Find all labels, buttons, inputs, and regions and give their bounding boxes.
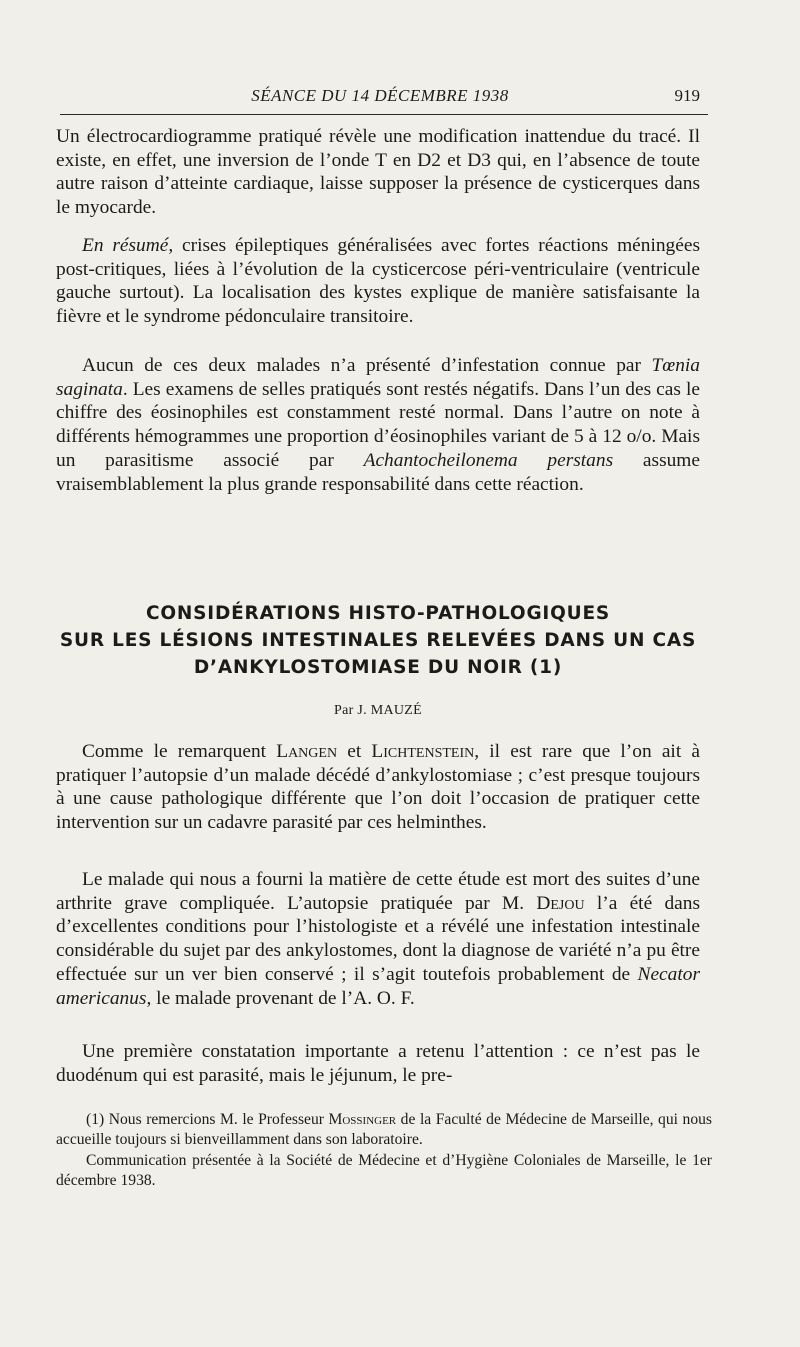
article-title-line-1: CONSIDÉRATIONS HISTO-PATHOLOGIQUES <box>145 603 611 624</box>
footnote-communication-text: Communication présentée à la Société de Médecine et d’Hygiène Coloniales de Marseille, le 1er décembre 1938. <box>56 1152 712 1189</box>
patient-text-2: l’a été dans d’excellentes conditions pour l’histologiste et a révélé une infestation intestinale considérable du sujet par des ankylostomes, dont la diagnose de variété n’a pu être effectuée sur un ver bien conservé ; il s’agit toutefois probablement de <box>56 892 700 985</box>
paragraph-first-finding <box>56 1040 700 1087</box>
summary-text: , crises épileptiques généralisées avec fortes réactions méningées post-critiques, liées à l’évolution de la cysticercose péri-ventriculaire (ventricule gauche surtout). La localisation des kystes explique de manière satisfaisante la fièvre et le syndrome pédonculaire transitoire. <box>56 235 700 328</box>
author-lichtenstein: Lichtenstein <box>371 741 475 762</box>
infestation-text-1: Aucun de ces deux malades n’a présenté d’infestation connue par <box>82 355 652 376</box>
footnote-communication <box>56 1151 712 1190</box>
name-dejou: Dejou <box>536 892 585 914</box>
summary-lead: En résumé <box>82 235 169 256</box>
species-taenia: Tœnia saginata <box>56 355 700 400</box>
paragraph-infestation <box>56 354 700 496</box>
name-mossinger: Mossinger <box>328 1111 397 1128</box>
header-rule <box>60 114 708 115</box>
species-necator: Necator americanus <box>56 963 700 1009</box>
author-langen: Langen <box>276 741 338 762</box>
article-title <box>56 600 700 681</box>
running-head-title: SÉANCE DU 14 DÉCEMBRE 1938 <box>251 86 509 105</box>
species-achantocheilonema: Achantocheilonema perstans <box>363 449 614 471</box>
paragraph-autopsy-rarity <box>56 740 700 835</box>
article-title-line-2: SUR LES LÉSIONS INTESTINALES RELEVÉES DANS UN CAS <box>59 630 697 651</box>
autopsy-text-1: Comme le remarquent <box>82 741 277 762</box>
paragraph-patient <box>56 868 700 1010</box>
footnote-1 <box>56 1110 712 1149</box>
patient-text-1: Le malade qui nous a fourni la matière de cette étude est mort des suites d’une arthrite grave compliquée. L’autopsie pratiquée par M. <box>56 869 700 914</box>
infestation-text-2: . Les examens de selles pratiqués sont restés négatifs. Dans l’un des cas le chiffre des éosinophiles est constamment resté normal. Dans l’autre on note à différents hémogrammes une proportion d’éosinophiles variant de 5 à 12 o/o. Mais un parasitisme associé par <box>56 378 700 471</box>
patient-text-3: , le malade provenant de l’A. O. F. <box>146 987 415 1009</box>
page-number: 919 <box>674 86 700 105</box>
paragraph-ecg <box>56 125 700 220</box>
first-finding-text: Une première constatation importante a retenu l’attention : ce n’est pas le duodénum qui est parasité, mais le jéjunum, le pre- <box>56 1041 700 1086</box>
footnotes <box>56 1110 712 1190</box>
author-line: Par J. MAUZÉ <box>334 703 422 718</box>
article-title-line-3: D’ANKYLOSTOMIASE DU NOIR (1) <box>193 657 563 678</box>
autopsy-text-2: et <box>337 741 372 762</box>
paragraph-summary <box>56 234 700 329</box>
paragraph-ecg-text: Un électrocardiogramme pratiqué révèle une modification inattendue du tracé. Il existe, en effet, une inversion de l’onde T en D2 et D3 qui, en l’absence de toute autre raison d’atteinte cardiaque, laisse supposer la présence de cysticerques dans le myocarde. <box>56 126 700 219</box>
footnote-1-text-1: (1) Nous remercions M. le Professeur <box>86 1111 329 1128</box>
running-head <box>60 82 700 110</box>
footnote-1-text-2: de la Faculté de Médecine de Marseille, qui nous accueille toujours si bienveillamment dans son laboratoire. <box>56 1111 712 1148</box>
autopsy-text-3: , il est rare que l’on ait à pratiquer l’autopsie d’un malade décédé d’ankylostomiase ; c’est presque toujours à une cause pathologique différente que l’on doit l’occasion de pratiquer cette intervention sur un cadavre parasité par ces helminthes. <box>56 741 700 834</box>
infestation-text-3: assume vraisemblablement la plus grande responsabilité dans cette réaction. <box>56 449 700 495</box>
